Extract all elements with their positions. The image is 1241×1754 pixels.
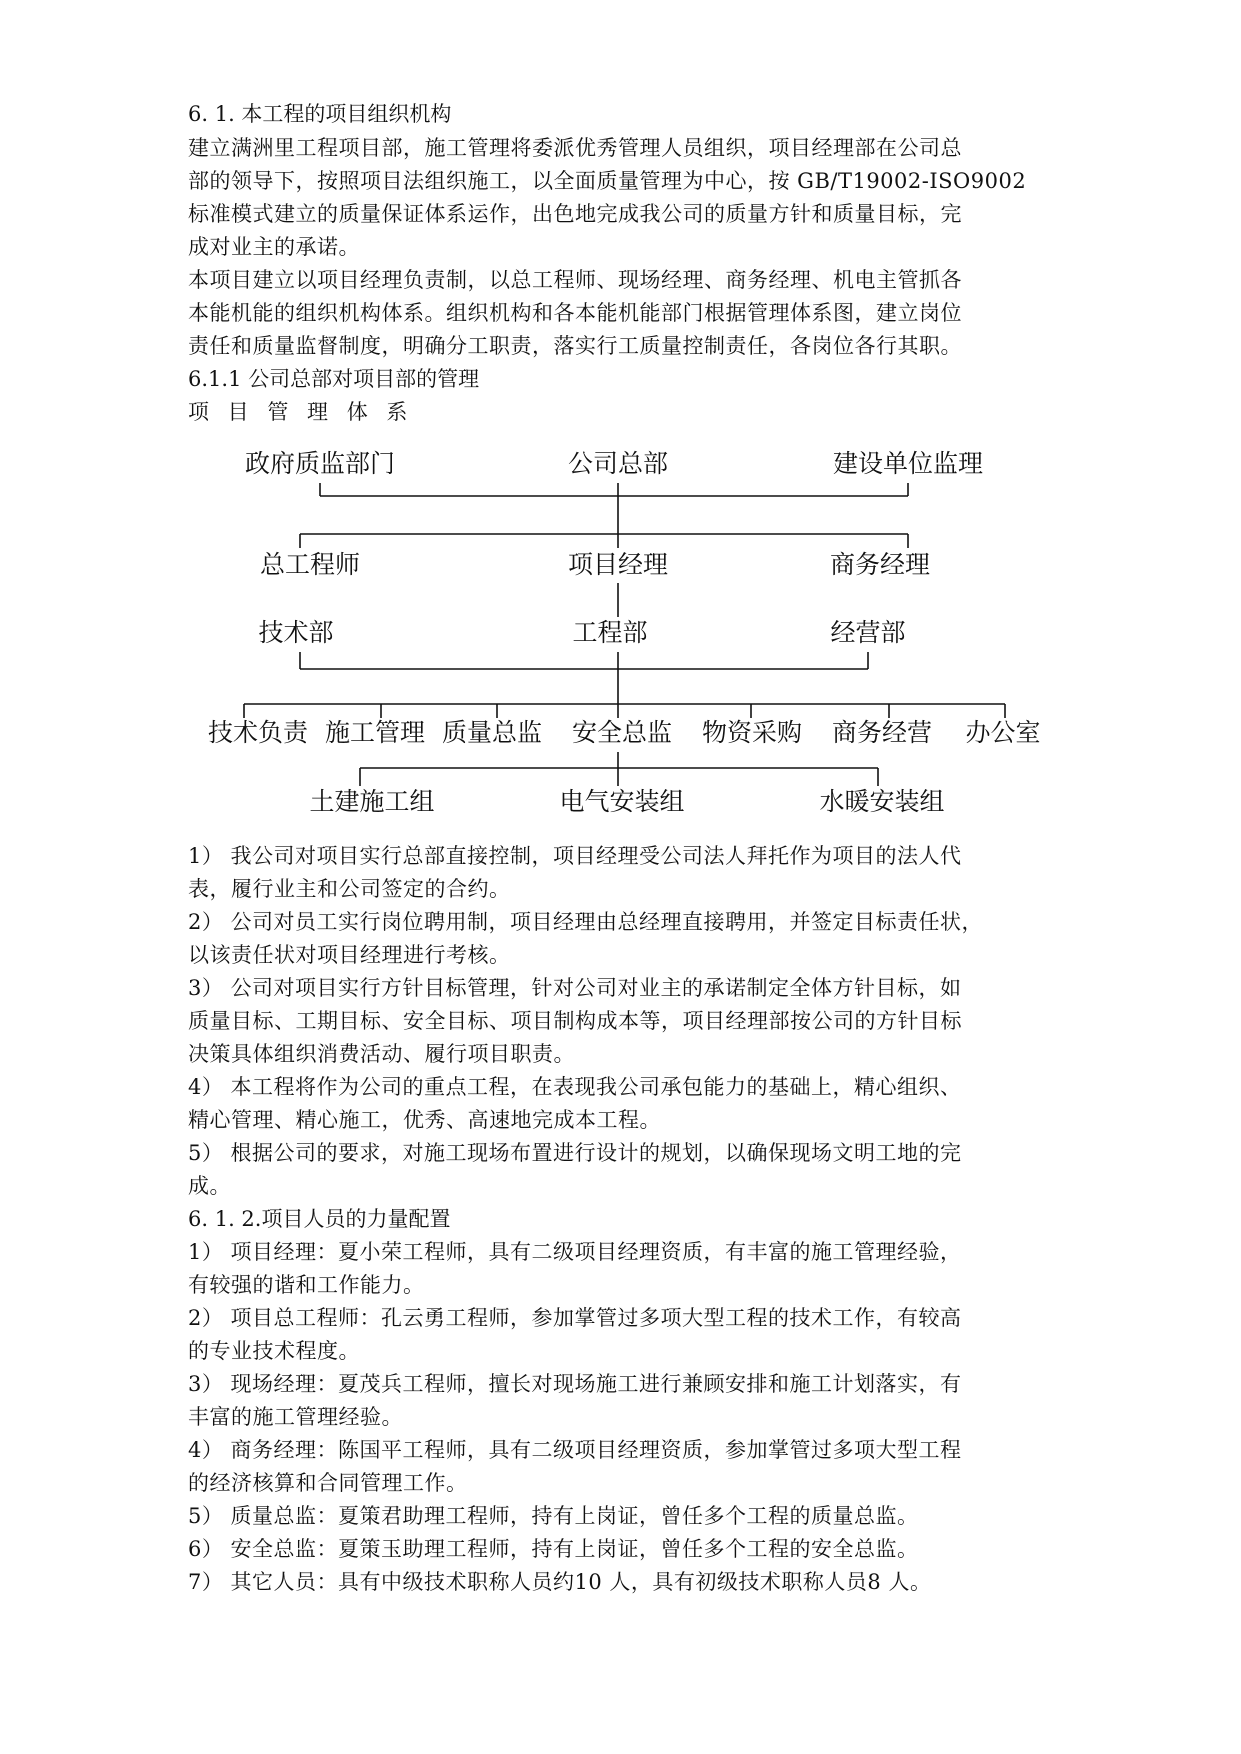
org-node: 物资采购 — [701, 718, 803, 747]
list-item: 2） 公司对员工实行岗位聘用制，项目经理由总经理直接聘用，并签定目标责任状， — [188, 910, 984, 934]
org-node: 施工管理 — [324, 718, 426, 747]
org-node: 项目经理 — [567, 550, 669, 579]
org-node: 质量总监 — [441, 718, 543, 747]
org-node: 经营部 — [830, 618, 906, 647]
subsection-heading: 6. 1. 2.项目人员的力量配置 — [188, 1207, 451, 1231]
list-item: 质量目标、工期目标、安全目标、项目制构成本等，项目经理部按公司的方针目标 — [188, 1009, 962, 1033]
org-node: 电气安装组 — [559, 787, 685, 816]
org-node: 办公室 — [965, 718, 1041, 747]
list-item: 6） 安全总监：夏策玉助理工程师，持有上岗证，曾任多个工程的安全总监。 — [188, 1537, 919, 1561]
org-node: 公司总部 — [567, 449, 669, 478]
list-item: 1） 项目经理：夏小荣工程师，具有二级项目经理资质，有丰富的施工管理经验， — [188, 1240, 962, 1264]
org-node: 总工程师 — [259, 550, 361, 579]
org-chart — [0, 430, 1241, 830]
list-item: 精心管理、精心施工，优秀、高速地完成本工程。 — [188, 1108, 661, 1132]
list-item: 5） 根据公司的要求，对施工现场布置进行设计的规划，以确保现场文明工地的完 — [188, 1141, 962, 1165]
paragraph-line: 责任和质量监督制度，明确分工职责，落实行工质量控制责任，各岗位各行其职。 — [188, 334, 962, 358]
org-node: 土建施工组 — [309, 787, 435, 816]
paragraph-line: 本项目建立以项目经理负责制，以总工程师、现场经理、商务经理、机电主管抓各 — [188, 268, 962, 292]
list-item: 的经济核算和合同管理工作。 — [188, 1471, 468, 1495]
diagram-title: 项 目 管 理 体 系 — [188, 400, 414, 424]
list-item: 4） 商务经理：陈国平工程师，具有二级项目经理资质，参加掌管过多项大型工程 — [188, 1438, 962, 1462]
org-node: 建设单位监理 — [832, 449, 984, 478]
paragraph-line: 建立满洲里工程项目部，施工管理将委派优秀管理人员组织，项目经理部在公司总 — [188, 136, 962, 160]
list-item: 有较强的谐和工作能力。 — [188, 1273, 425, 1297]
list-item: 表，履行业主和公司签定的合约。 — [188, 877, 511, 901]
org-node: 安全总监 — [571, 718, 673, 747]
paragraph-line: 部的领导下，按照项目法组织施工，以全面质量管理为中心，按 GB/T19002-ISO9002 — [188, 169, 1027, 193]
paragraph-line: 成对业主的承诺。 — [188, 235, 360, 259]
org-node: 水暖安装组 — [819, 787, 945, 816]
list-item: 决策具体组织消费活动、履行项目职责。 — [188, 1042, 575, 1066]
org-node: 商务经理 — [829, 550, 931, 579]
subsection-heading: 6.1.1 公司总部对项目部的管理 — [188, 367, 480, 391]
list-item: 2） 项目总工程师：孔云勇工程师，参加掌管过多项大型工程的技术工作，有较高 — [188, 1306, 962, 1330]
list-item: 以该责任状对项目经理进行考核。 — [188, 943, 511, 967]
list-item: 的专业技术程度。 — [188, 1339, 360, 1363]
org-node: 工程部 — [572, 618, 648, 647]
list-item: 5） 质量总监：夏策君助理工程师，持有上岗证，曾任多个工程的质量总监。 — [188, 1504, 919, 1528]
org-node: 政府质监部门 — [244, 449, 396, 478]
section-heading: 6. 1. 本工程的项目组织机构 — [188, 102, 452, 126]
list-item: 成。 — [188, 1174, 231, 1198]
org-node: 技术部 — [258, 618, 334, 647]
list-item: 4） 本工程将作为公司的重点工程，在表现我公司承包能力的基础上，精心组织、 — [188, 1075, 962, 1099]
org-node: 商务经营 — [831, 718, 933, 747]
list-item: 1） 我公司对项目实行总部直接控制，项目经理受公司法人拜托作为项目的法人代 — [188, 844, 962, 868]
list-item: 丰富的施工管理经验。 — [188, 1405, 403, 1429]
list-item: 3） 公司对项目实行方针目标管理，针对公司对业主的承诺制定全体方针目标，如 — [188, 976, 962, 1000]
paragraph-line: 标准模式建立的质量保证体系运作，出色地完成我公司的质量方针和质量目标，完 — [188, 202, 962, 226]
list-item: 3） 现场经理：夏茂兵工程师，擅长对现场施工进行兼顾安排和施工计划落实，有 — [188, 1372, 962, 1396]
paragraph-line: 本能机能的组织机构体系。组织机构和各本能机能部门根据管理体系图，建立岗位 — [188, 301, 962, 325]
list-item: 7） 其它人员：具有中级技术职称人员约10 人，具有初级技术职称人员8 人。 — [188, 1570, 932, 1594]
org-node: 技术负责 — [207, 718, 309, 747]
